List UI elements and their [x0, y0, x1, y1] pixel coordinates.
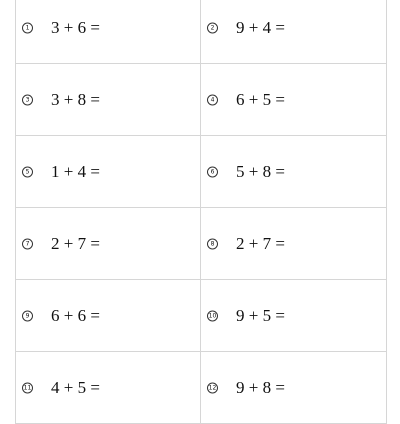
- problem-expression: 5 + 8 =: [236, 161, 285, 181]
- problem-number-badge: 9: [22, 310, 33, 321]
- problem-number-badge: 5: [22, 166, 33, 177]
- problem-cell: [201, 352, 386, 423]
- worksheet-row: [16, 280, 386, 352]
- problem-cell: [16, 136, 201, 207]
- problem-expression: 4 + 5 =: [51, 377, 100, 397]
- problem-number-badge: 6: [207, 166, 218, 177]
- worksheet-row: [16, 0, 386, 64]
- problem-number-badge: 2: [207, 22, 218, 33]
- problem-cell: [201, 208, 386, 279]
- problem-expression: 1 + 4 =: [51, 161, 100, 181]
- problem-cell: [16, 352, 201, 423]
- problem-number-badge: 8: [207, 238, 218, 249]
- worksheet-row: [16, 208, 386, 280]
- worksheet-row: [16, 352, 386, 424]
- worksheet-row: [16, 64, 386, 136]
- problem-cell: [16, 64, 201, 135]
- problem-cell: [201, 0, 386, 63]
- problem-cell: [201, 64, 386, 135]
- problem-cell: [16, 280, 201, 351]
- problem-cell: [201, 136, 386, 207]
- problem-expression: 6 + 5 =: [236, 89, 285, 109]
- problem-number-badge: 3: [22, 94, 33, 105]
- problem-number-badge: 12: [208, 384, 217, 391]
- worksheet-grid: [15, 0, 387, 424]
- problem-expression: 2 + 7 =: [236, 233, 285, 253]
- problem-cell: [16, 0, 201, 63]
- problem-expression: 9 + 5 =: [236, 305, 285, 325]
- problem-number-badge: 1: [22, 22, 33, 33]
- problem-expression: 3 + 8 =: [51, 89, 100, 109]
- problem-expression: 9 + 8 =: [236, 377, 285, 397]
- problem-expression: 2 + 7 =: [51, 233, 100, 253]
- problem-expression: 3 + 6 =: [51, 17, 100, 37]
- problem-number-badge: 7: [22, 238, 33, 249]
- problem-number-badge: 4: [207, 94, 218, 105]
- problem-number-badge: 10: [208, 312, 217, 319]
- problem-cell: [201, 280, 386, 351]
- problem-cell: [16, 208, 201, 279]
- problem-number-badge: 11: [23, 384, 32, 391]
- problem-expression: 6 + 6 =: [51, 305, 100, 325]
- worksheet-row: [16, 136, 386, 208]
- problem-expression: 9 + 4 =: [236, 17, 285, 37]
